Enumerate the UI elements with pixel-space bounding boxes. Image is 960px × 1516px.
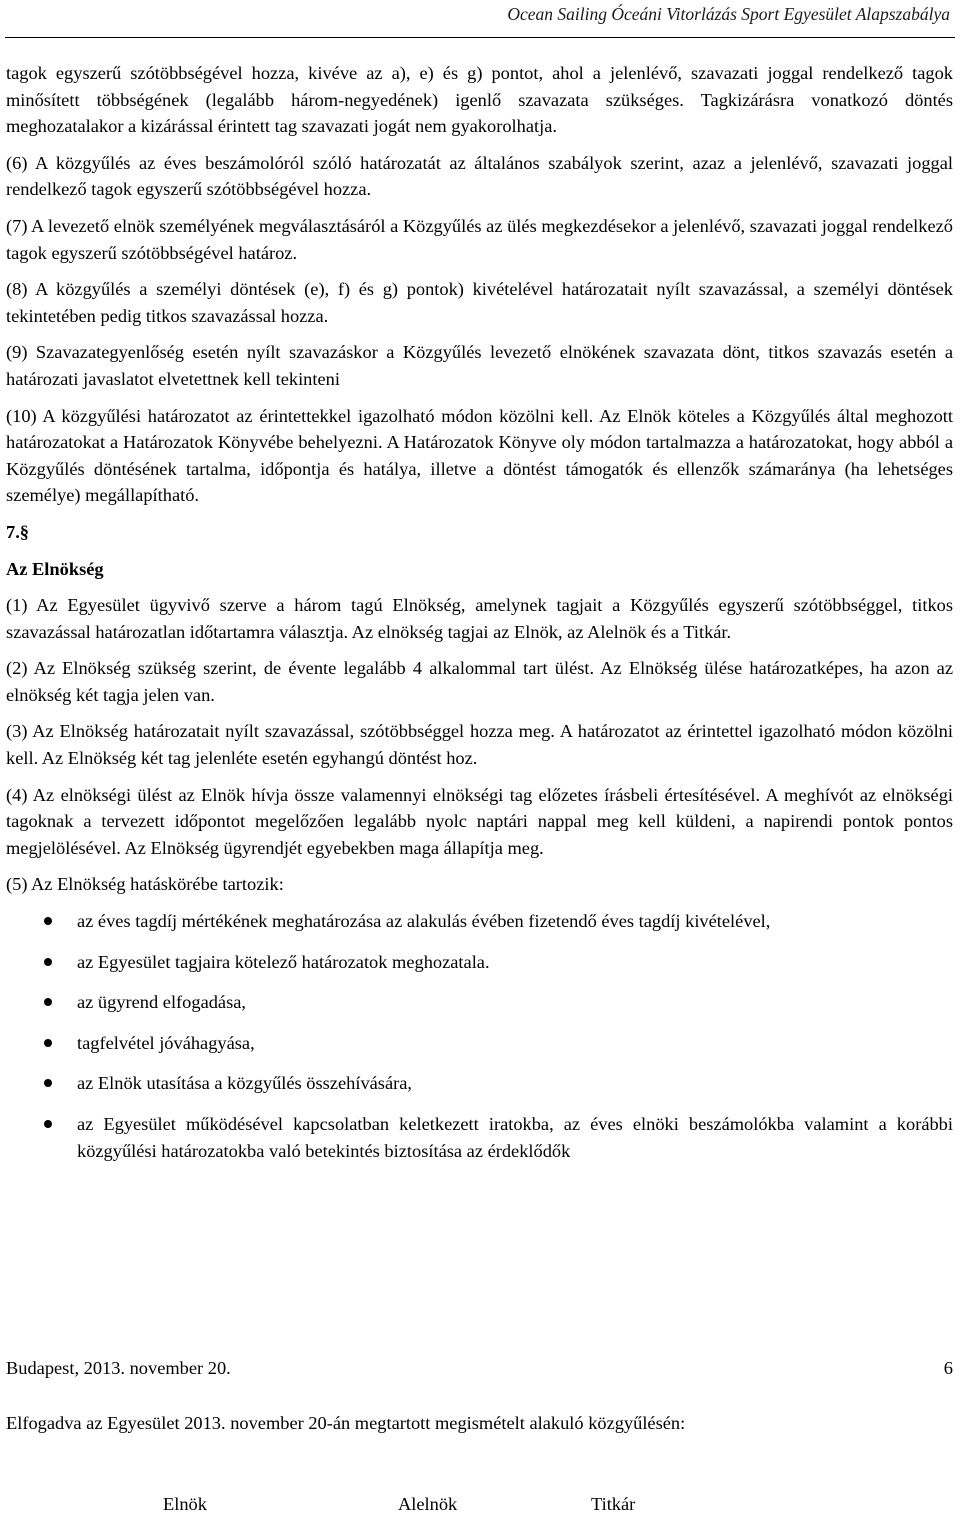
paragraph-9: (9) Szavazategyenlőség esetén nyílt szavazáskor a Közgyűlés levezető elnökének szavazata dönt, titkos szavazás esetén a határozati javaslatot elvetettnek kell tekinteni xyxy=(6,342,953,389)
signature-alelnok: Alelnök xyxy=(398,1494,458,1514)
footer-date: Budapest, 2013. november 20. xyxy=(6,1358,231,1378)
signature-elnok: Elnök xyxy=(163,1494,207,1514)
elnokseg-paragraph-4: (4) Az elnökségi ülést az Elnök hívja össze valamennyi elnökségi tag előzetes írásbeli értesítésével. A meghívót az elnökségi tagoknak a tervezett időpontot megelőzően legalább nyolc naptári nappal meg kell küldeni, a napirendi pontok pontos megjelölésével. Az Elnökség ügyrendjét egyebekben maga állapítja meg. xyxy=(6,784,953,858)
document-header: Ocean Sailing Óceáni Vitorlázás Sport Egyesület Alapszabálya xyxy=(507,4,950,24)
signature-titkar: Titkár xyxy=(591,1494,636,1514)
section-number: 7.§ xyxy=(6,521,29,542)
list-item: az Elnök utasítása a közgyűlés összehívására, xyxy=(6,1070,953,1097)
page-number: 6 xyxy=(943,1358,953,1378)
elnokseg-paragraph-5: (5) Az Elnökség hatáskörébe tartozik: xyxy=(6,874,284,895)
paragraph-6: (6) A közgyűlés az éves beszámolóról szóló határozatát az általános szabályok szerint, azaz a jelenlévő, szavazati joggal rendelkező tagok egyszerű szótöbbségével hozza. xyxy=(6,152,953,200)
adoption-note: Elfogadva az Egyesület 2013. november 20-án megtartott megismételt alakuló közgyűlésén: xyxy=(6,1413,686,1433)
list-item: az ügyrend elfogadása, xyxy=(6,989,953,1016)
competence-list xyxy=(6,908,953,1164)
section-title: Az Elnökség xyxy=(6,558,104,579)
header-divider xyxy=(5,37,955,38)
paragraph-5-continued: tagok egyszerű szótöbbségével hozza, kivéve az a), e) és g) pontot, ahol a jelenlévő, szavazati joggal rendelkező tagok minősített többségének (legalább három-negyedének) igenlő szavazata szükséges. Tagkizárásra vonatkozó döntés meghozatalakor a kizárással érintett tag szavazati jogát nem gyakorolhatja. xyxy=(6,63,953,137)
paragraph-8: (8) A közgyűlés a személyi döntések (e), f) és g) pontok) kivételével határozatait nyílt szavazással, a személyi döntések tekintetében pedig titkos szavazással hozza. xyxy=(6,279,953,326)
list-item: az Egyesület működésével kapcsolatban keletkezett iratokba, az éves elnöki beszámolókba valamint a korábbi közgyűlési határozatokba való betekintés biztosítása az érdeklődők xyxy=(6,1111,953,1164)
paragraph-7: (7) A levezető elnök személyének megválasztásáról a Közgyűlés az ülés megkezdésekor a jelenlévő, szavazati joggal rendelkező tagok egyszerű szótöbbségével határoz. xyxy=(6,215,953,263)
elnokseg-paragraph-3: (3) Az Elnökség határozatait nyílt szavazással, szótöbbséggel hozza meg. A határozatot az érintettel igazolható módon közölni kell. Az Elnökség két tag jelenléte esetén egyhangú döntést hoz. xyxy=(6,721,953,769)
document-body xyxy=(6,60,953,1178)
elnokseg-paragraph-1: (1) Az Egyesület ügyvivő szerve a három tagú Elnökség, amelynek tagjait a Közgyűlés egyszerű szótöbbséggel, titkos szavazással határozatlan időtartamra választja. Az elnökség tagjai az Elnök, az Alelnök és a Titkár. xyxy=(6,595,953,642)
list-item: az Egyesület tagjaira kötelező határozatok meghozatala. xyxy=(6,949,953,976)
paragraph-10: (10) A közgyűlési határozatot az érintettekkel igazolható módon közölni kell. Az Elnök köteles a Közgyűlés által meghozott határozatokat a Határozatok Könyvébe behelyezni. A Határozatok Könyve oly módon tartalmazza a határozatokat, hogy abból a Közgyűlés döntésének tartalma, időpontja és hatálya, illetve a döntést támogatók és ellenzők számaránya (ha lehetséges személye) megállapítható. xyxy=(6,405,953,506)
list-item: az éves tagdíj mértékének meghatározása az alakulás évében fizetendő éves tagdíj kivételével, xyxy=(6,908,953,935)
elnokseg-paragraph-2: (2) Az Elnökség szükség szerint, de évente legalább 4 alkalommal tart ülést. Az Elnökség ülése határozatképes, ha azon az elnökség két tagja jelen van. xyxy=(6,658,953,705)
list-item: tagfelvétel jóváhagyása, xyxy=(6,1030,953,1057)
